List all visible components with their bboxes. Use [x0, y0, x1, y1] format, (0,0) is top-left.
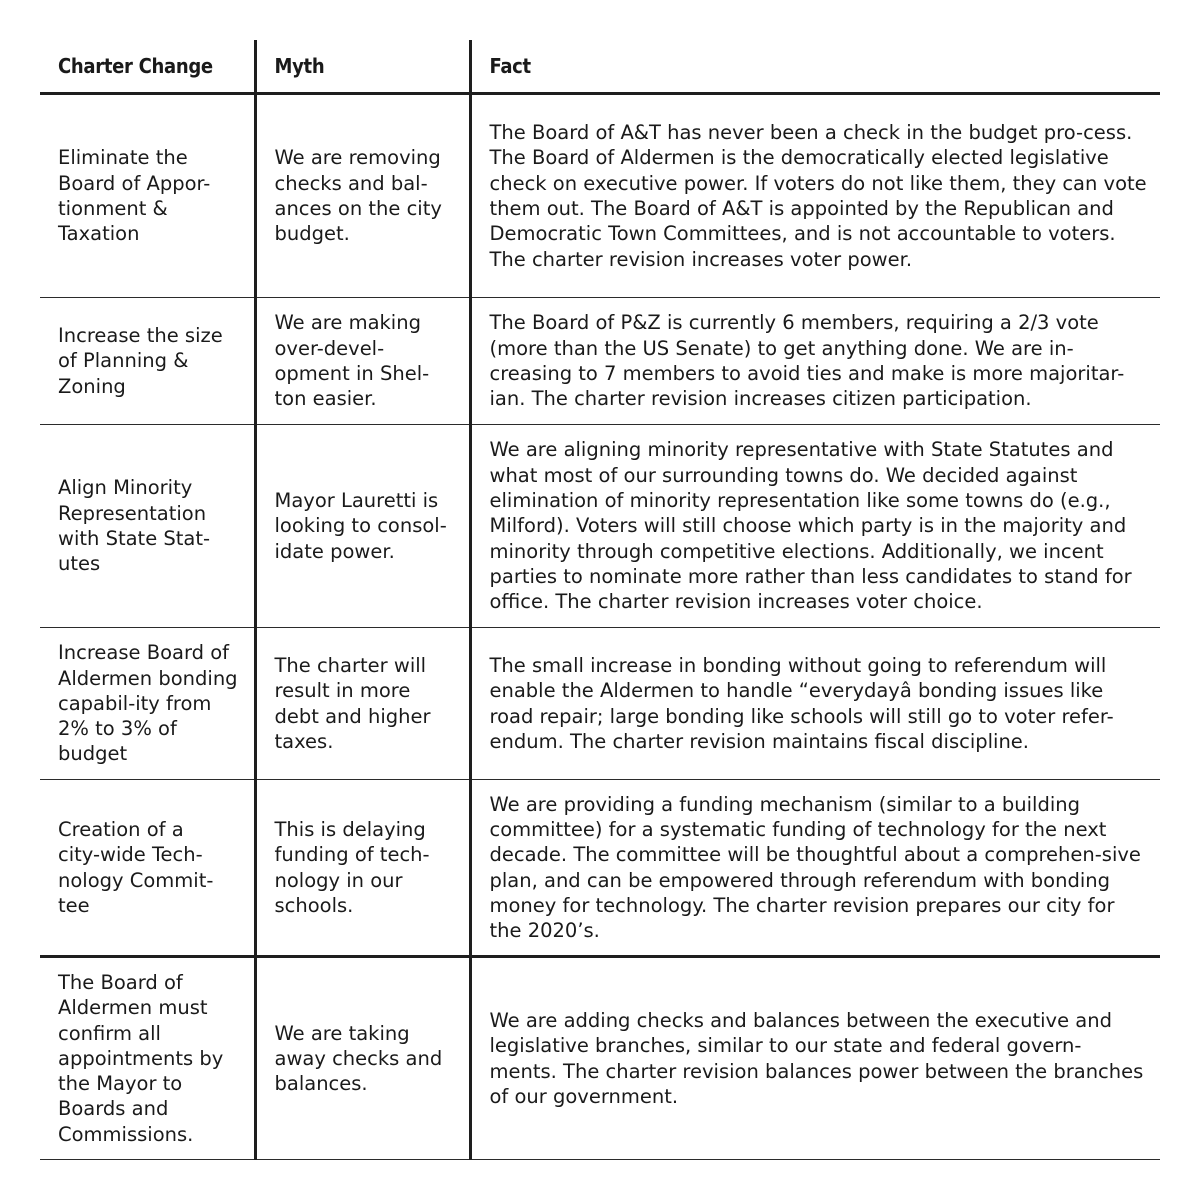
myth-cell — [255, 628, 470, 780]
header-row — [40, 40, 1160, 94]
charter-table-container — [40, 40, 1160, 1160]
charter-change-text: Eliminate the Board of Appor-tionment & Taxation — [58, 146, 211, 246]
myth-cell — [255, 957, 470, 1160]
myth-fact-table — [40, 40, 1160, 1160]
fact-text: The Board of A&T has never been a check in the budget pro-cess. The Board of Aldermen is the democratically elected legislative check on executive power. If voters do not like them, they can vote them out. The Board of A&T is appointed by the Republican and Democratic Town Committees, and is not accountable to voters. The charter revision increases voter power. — [489, 121, 1147, 271]
myth-text: We are removing checks and bal-ances on the city budget. — [274, 146, 442, 246]
myth-text: Mayor Lauretti is looking to consol-idate power. — [274, 489, 447, 563]
table-row — [40, 957, 1160, 1160]
fact-text: We are adding checks and balances between the executive and legislative branches, similar to our state and federal govern-ments. The charter revision balances power between the branches of our government. — [489, 1008, 1144, 1108]
charter-change-cell — [40, 298, 255, 425]
fact-cell — [470, 957, 1160, 1160]
charter-change-cell — [40, 425, 255, 628]
header-charter-change: Charter Change — [58, 54, 213, 78]
myth-text: We are making over-devel-opment in Shel-ton easier. — [274, 311, 430, 411]
table-row — [40, 298, 1160, 425]
fact-text: The small increase in bonding without going to referendum will enable the Aldermen to handle “everydayâ bonding issues like road repair; large bonding like schools will still go to voter refer-endum. The charter revision maintains fiscal discipline. — [489, 653, 1114, 753]
myth-cell — [255, 94, 470, 298]
charter-change-cell — [40, 780, 255, 957]
charter-change-text: Creation of a city-wide Tech-nology Commit-tee — [58, 817, 214, 917]
table-row — [40, 425, 1160, 628]
fact-text: We are providing a funding mechanism (similar to a building committee) for a systematic funding of technology for the next decade. The committee will be thoughtful about a comprehen-sive plan, and can be empowered through referendum with bonding money for technology. The charter revision prepares our city for the 2020’s. — [489, 792, 1141, 943]
fact-text: We are aligning minority representative with State Statutes and what most of our surrounding towns do. We decided against elimination of minority representation like some towns do (e.g., Milford). Voters will still choose which party is in the majority and minority through competitive elections. Additionally, we incent parties to nominate more rather than less candidates to stand for office. The charter revision increases voter choice. — [489, 438, 1132, 614]
fact-cell — [470, 298, 1160, 425]
myth-cell — [255, 780, 470, 957]
myth-text: We are taking away checks and balances. — [274, 1021, 443, 1096]
table-row — [40, 780, 1160, 957]
myth-text: This is delaying funding of tech-nology in our schools. — [274, 817, 430, 917]
header-fact: Fact — [470, 40, 1160, 94]
fact-cell — [470, 780, 1160, 957]
myth-cell — [255, 298, 470, 425]
fact-cell — [470, 628, 1160, 780]
charter-change-cell — [40, 957, 255, 1160]
fact-text: The Board of P&Z is currently 6 members, requiring a 2/3 vote (more than the US Senate) to get anything done. We are in-creasing to 7 members to avoid ties and make is more majoritar-ian. The charter revision increases citizen participation. — [489, 311, 1125, 411]
table-row — [40, 628, 1160, 780]
myth-cell — [255, 425, 470, 628]
charter-change-text: Increase Board of Aldermen bonding capabil-ity from 2% to 3% of budget — [58, 641, 238, 766]
fact-cell — [470, 425, 1160, 628]
charter-change-text: Align Minority Representation with State Stat-utes — [58, 476, 211, 576]
charter-change-text: The Board of Aldermen must confirm all appointments by the Mayor to Boards and Commissions. — [58, 970, 224, 1146]
myth-text: The charter will result in more debt and higher taxes. — [274, 653, 431, 753]
header-myth: Myth — [255, 40, 470, 94]
charter-change-text: Increase the size of Planning & Zoning — [58, 324, 223, 398]
charter-change-cell — [40, 94, 255, 298]
charter-change-cell — [40, 628, 255, 780]
table-row — [40, 94, 1160, 298]
fact-cell — [470, 94, 1160, 298]
